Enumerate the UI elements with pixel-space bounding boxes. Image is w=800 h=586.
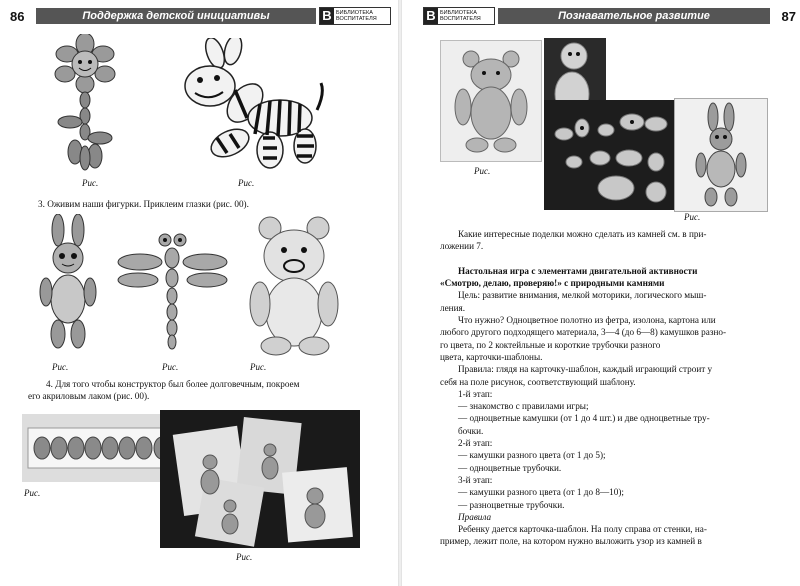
text-line: себя на поле рисунок, соответствующий шаблону. bbox=[440, 376, 636, 387]
text-line: Правила bbox=[458, 511, 492, 522]
photo-stone-flower bbox=[45, 34, 125, 174]
text-line: — знакомство с правилами игры; bbox=[458, 401, 589, 412]
text-line: 4. Для того чтобы конструктор был более долговечным, покроем bbox=[46, 379, 300, 389]
photo-stone-zebra bbox=[175, 38, 325, 173]
text-line: бочки. bbox=[458, 425, 484, 436]
photo-stone-bunny bbox=[28, 214, 108, 359]
text-line: — разноцветные трубочки. bbox=[458, 499, 565, 510]
figure-caption: Рис. bbox=[52, 362, 69, 372]
figure-caption: Рис. bbox=[236, 552, 253, 562]
text-line: ления. bbox=[440, 302, 466, 313]
right-header bbox=[420, 6, 796, 26]
text-line: — одноцветные трубочки. bbox=[458, 462, 562, 473]
figure-caption: Рис. bbox=[250, 362, 267, 372]
figure-caption: Рис. bbox=[82, 178, 99, 188]
text-line: пример, лежит поле, на котором нужно выложить узор из камней в bbox=[440, 536, 702, 547]
library-logo bbox=[319, 7, 391, 25]
logo-letter: B bbox=[424, 8, 438, 24]
text-line: Цель: развитие внимания, мелкой моторики, логического мыш- bbox=[458, 290, 707, 301]
figure-caption: Рис. bbox=[684, 212, 701, 222]
page-number: 87 bbox=[781, 8, 796, 24]
photo-stone-bear bbox=[248, 214, 340, 359]
text-line: — одноцветные камушки (от 1 до 4 шт.) и две одноцветные тру- bbox=[458, 413, 710, 424]
text-line: Что нужно? Одноцветное полотно из фетра, изолона, картона или bbox=[458, 315, 716, 326]
header-title: Поддержка детской инициативы bbox=[36, 8, 316, 24]
figure-caption: Рис. bbox=[238, 178, 255, 188]
left-header bbox=[10, 6, 394, 26]
library-logo bbox=[423, 7, 495, 25]
text-line: Правила: глядя на карточку-шаблон, каждый играющий строит у bbox=[458, 364, 713, 375]
page-number: 86 bbox=[10, 8, 25, 24]
text-line: любого другого подходящего материала, 3—4 (до 6—8) камушков разно- bbox=[440, 327, 727, 338]
figure-caption: Рис. bbox=[24, 488, 41, 498]
text-line: — камушки разного цвета (от 1 до 5); bbox=[458, 450, 606, 461]
photo-bear-parts bbox=[544, 100, 674, 210]
header-title: Познавательное развитие bbox=[498, 8, 770, 24]
text-line: 3-й этап: bbox=[458, 474, 493, 485]
text-line: 1-й этап: bbox=[458, 388, 493, 399]
photo-stone-row bbox=[22, 414, 182, 482]
step-4-text bbox=[28, 378, 390, 403]
figure-caption: Рис. bbox=[162, 362, 179, 372]
text-line: Настольная игра с элементами двигательной активности bbox=[458, 265, 698, 276]
text-line: «Смотрю, делаю, проверяю!» с природными камнями bbox=[440, 278, 665, 289]
text-line: го цвета, по 2 коктейльные и короткие трубочки разного bbox=[440, 339, 661, 350]
photo-stone-bear-card bbox=[440, 40, 542, 162]
text-line: 2-й этап: bbox=[458, 438, 493, 449]
text-line: его акриловым лаком (рис. 00). bbox=[28, 391, 150, 402]
photo-template-cards bbox=[160, 410, 360, 548]
text-line: — камушки разного цвета (от 1 до 8—10); bbox=[458, 487, 624, 498]
text-line: Ребенку дается карточка-шаблон. На полу справа от стенки, на- bbox=[458, 524, 707, 535]
logo-text: БИБЛИОТЕКА ВОСПИТАТЕЛЯ bbox=[336, 10, 377, 22]
body-text bbox=[440, 228, 792, 548]
left-page bbox=[0, 0, 398, 586]
figure-caption: Рис. bbox=[474, 166, 491, 176]
text-line bbox=[440, 253, 792, 265]
text-line: Какие интересные поделки можно сделать из камней см. в при- bbox=[458, 229, 707, 239]
text-line: ложении 7. bbox=[440, 241, 484, 252]
photo-stone-bunny-card bbox=[674, 98, 768, 212]
text-line: цвета, карточки-шаблоны. bbox=[440, 351, 543, 362]
photo-stone-dragonfly bbox=[110, 230, 235, 350]
right-page bbox=[402, 0, 800, 586]
logo-text: БИБЛИОТЕКА ВОСПИТАТЕЛЯ bbox=[440, 10, 481, 22]
step-3-text: 3. Оживим наши фигурки. Приклеим глазки (рис. 00). bbox=[38, 199, 249, 209]
logo-letter: B bbox=[320, 8, 334, 24]
